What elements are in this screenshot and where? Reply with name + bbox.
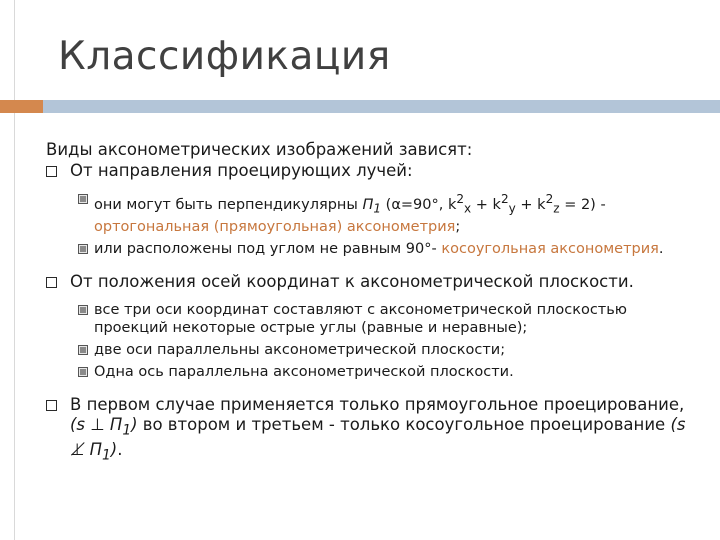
sublist-item: [46, 301, 686, 337]
sublist-item-text: Одна ось параллельна аксонометрической плоскости.: [94, 363, 514, 380]
filled-square-bullet-icon: [78, 244, 88, 254]
sublist-item: [46, 341, 686, 359]
title-band: [43, 100, 720, 113]
checkbox-bullet-icon: [46, 400, 57, 411]
superscript: 2: [500, 192, 509, 206]
sublist-direction: [46, 190, 686, 258]
list-item-label: От направления проецирующих лучей:: [70, 161, 413, 180]
subscript: 1: [102, 447, 111, 464]
list-item-projection-cases: [46, 395, 686, 466]
accent-bar: [0, 100, 43, 113]
formula-end: ): [110, 440, 118, 460]
slide-content: [46, 140, 686, 472]
list-item-direction: [46, 161, 686, 181]
highlight-term: косоугольная аксонометрия: [441, 240, 659, 257]
text-part: ;: [455, 218, 461, 235]
sublist-item-oblique: [46, 240, 686, 258]
sublist-item-perpendicular: [46, 190, 686, 236]
superscript: 2: [456, 192, 465, 206]
filled-square-bullet-icon: [78, 367, 88, 377]
list-item-label: От положения осей координат к аксонометрической плоскости.: [70, 271, 634, 291]
formula-part: + k: [471, 196, 501, 213]
left-guide-line: [14, 0, 15, 100]
sublist-item-text: две оси параллельны аксонометрической плоскости;: [94, 341, 506, 358]
subscript: 1: [122, 422, 132, 439]
subscript: y: [508, 201, 516, 216]
projection-plane-symbol: П: [362, 196, 374, 213]
subscript: z: [553, 201, 560, 216]
sublist-item: [46, 363, 686, 381]
sublist-item-text: все три оси координат составляют с аксонометрической плоскостью проекций некоторые острые углы (равные и неравные);: [94, 301, 627, 336]
formula-perpendicular: (s ⊥ П: [70, 414, 123, 434]
checkbox-bullet-icon: [46, 166, 57, 177]
formula-end: ): [131, 414, 138, 434]
slide-title: Классификация: [58, 34, 391, 79]
sublist-axes: [46, 301, 686, 381]
filled-square-bullet-icon: [78, 305, 88, 315]
intro-text: Виды аксонометрических изображений зависят:: [46, 140, 473, 159]
subscript: 1: [373, 201, 382, 216]
formula-part: + k: [515, 196, 546, 213]
text-part: во втором и третьем - только косоугольное проецирование: [137, 414, 671, 434]
text-part: или расположены под углом не равным 90°-: [94, 240, 442, 257]
formula-part: (α=90°, k: [381, 196, 457, 213]
superscript: 2: [545, 192, 554, 206]
formula-part: = 2) -: [559, 196, 606, 213]
subscript: x: [464, 201, 472, 216]
text-part: .: [658, 240, 664, 257]
text-part: В первом случае применяется только прямоугольное проецирование,: [70, 394, 685, 414]
list-item-axes-position: [46, 272, 686, 292]
filled-square-bullet-icon: [78, 345, 88, 355]
formula-not-perpendicular: (s ⊥̸ П: [70, 414, 686, 460]
highlight-term: ортогональная (прямоугольная) аксонометрия: [94, 218, 456, 235]
left-guide-line-lower: [14, 113, 15, 540]
checkbox-bullet-icon: [46, 277, 57, 288]
filled-square-bullet-icon: [78, 194, 88, 204]
text-part: они могут быть перпендикулярны: [94, 196, 363, 213]
text-part: .: [117, 440, 123, 460]
